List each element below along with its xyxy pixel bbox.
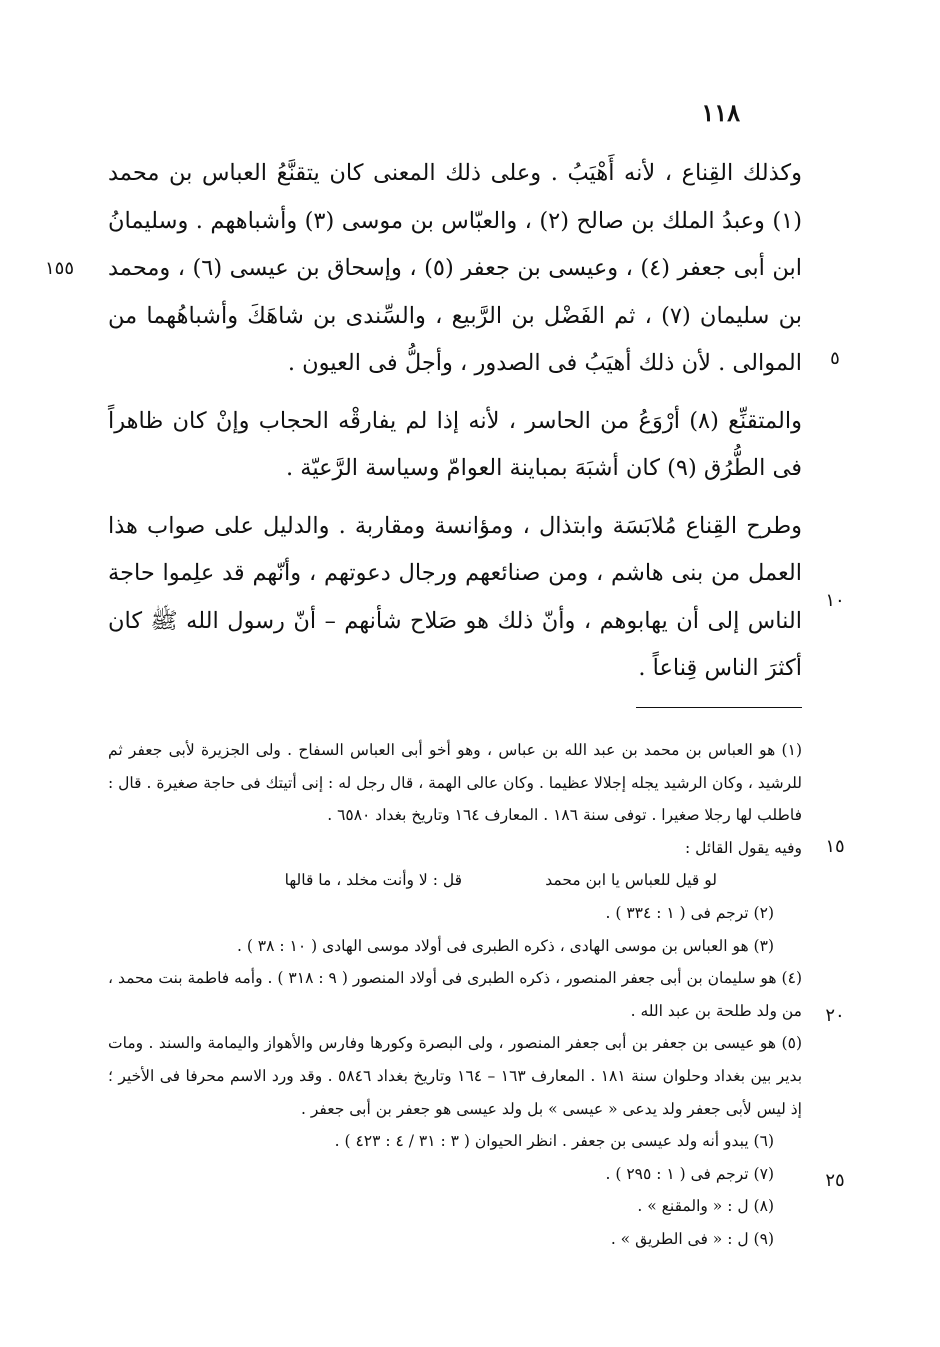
footnote-3: (٣) هو العباس بن موسى الهادى ، ذكره الطبرى فى أولاد موسى الهادى ( ١٠ : ٣٨ ) . xyxy=(236,936,774,955)
line-number-15: ١٥ xyxy=(825,836,845,857)
verse-first-hemistich: لو قيل للعباس يا ابن محمد xyxy=(545,871,717,890)
footnote-1-verse xyxy=(108,864,802,897)
footnote-5: (٥) هو عيسى بن جعفر بن أبى جعفر المنصور ، ولى البصرة وكورها وفارس والأهواز واليمامة والسند . ومات بدير بين بغداد وحلوان سنة ١٨١ . المعارف ١٦٣ – ١٦٤ وتاريخ بغداد ٥٨٤٦ . وقد ورد الاسم محرفا فى الأخير ؛ إذ ليس لأبى جعفر ولد يدعى « عيسى » بل ولد عيسى هو جعفر بن أبى جعفر . xyxy=(108,1034,803,1118)
line-number-20: ٢٠ xyxy=(825,1005,845,1026)
page-number: ١١٨ xyxy=(701,98,740,127)
footnote-separator xyxy=(636,707,802,708)
paragraph-2: والمتقنِّع (٨) أرْوَعُ من الحاسر ، لأنه إذا لم يفارقْه الحجاب وإنْ كان ظاهراً فى الطُّرُق (٩) كان أشبَهَ بمباينة العوامّ وسياسة الرَّعيّة . xyxy=(108,407,802,481)
footnote-6: (٦) يبدو أنه ولد عيسى بن جعفر . انظر الحيوان ( ٣ : ٣١ / ٤ : ٤٢٣ ) . xyxy=(334,1132,774,1151)
footnote-7: (٧) ترجم فى ( ١ : ٢٩٥ ) . xyxy=(605,1164,774,1183)
paragraph-1: وكذلك القِناع ، لأنه أَهْيَبُ . وعلى ذلك المعنى كان يتقنَّعُ العباس بن محمد (١) وعبدُ الملك بن صالح (٢) ، والعبّاس بن موسى (٣) وأشباههم . وسليمانُ ابن أبى جعفر (٤) ، وعيسى بن جعفر (٥) ، وإسحاق بن عيسى (٦) ، ومحمد بن سليمان (٧) ، ثم الفَضْل بن الرَّبيع ، والسِّندى بن شاهَكَ وأشباهُهما من الموالى . لأن ذلك أهيَبُ فى الصدور ، وأجلُّ فى العيون . xyxy=(108,160,803,376)
main-text xyxy=(108,150,802,693)
line-number-10: ١٠ xyxy=(825,590,845,611)
footnote-4: (٤) هو سليمان بن أبى جعفر المنصور ، ذكره الطبرى فى أولاد المنصور ( ٩ : ٣١٨ ) . وأمه فاطمة بنت محمد ، من ولد طلحة بن عبد الله . xyxy=(108,969,802,1020)
footnote-1: (١) هو العباس بن محمد بن عبد الله بن عباس ، وهو أخو أبى العباس السفاح . ولى الجزيرة لأبى جعفر ثم للرشيد ، وكان الرشيد يجله إجلالا عظيما . وكان عالى الهمة ، قال رجل له : إنى أتيتك فى حاجة صغيرة . قال : فاطلب لها رجلا صغيرا . توفى سنة ١٨٦ . المعارف ١٦٤ وتاريخ بغداد ٦٥٨٠ . xyxy=(108,741,802,825)
footnote-2: (٢) ترجم فى ( ١ : ٣٣٤ ) . xyxy=(605,903,774,922)
line-number-25: ٢٥ xyxy=(825,1170,845,1191)
line-number-5: ٥ xyxy=(830,348,840,369)
footnote-1-verse-intro: وفيه يقول القائل : xyxy=(685,838,802,857)
footnotes xyxy=(108,734,802,1256)
footnote-8: (٨) ل : « والمقنع » . xyxy=(637,1197,774,1216)
verse-second-hemistich: قل : لا وأنت مخلد ، ما قالها xyxy=(284,871,462,890)
footnote-9: (٩) ل : « فى الطريق » . xyxy=(610,1229,774,1248)
paragraph-3: وطرح القِناع مُلابَسَة وابتذال ، ومؤانسة ومقاربة . والدليل على صواب هذا العمل من بنى هاشم ، ومن صنائعهم ورجال دعوتهم ، وأنّهم قد علِموا حاجة الناس إلى أن يهابوهم ، وأنّ ذلك هو صَلاح شأنهم – أنّ رسول الله ﷺ كان أكثرَ الناس قِناعاً . xyxy=(108,512,802,681)
original-page-marker: ١٥٥ xyxy=(45,258,75,279)
